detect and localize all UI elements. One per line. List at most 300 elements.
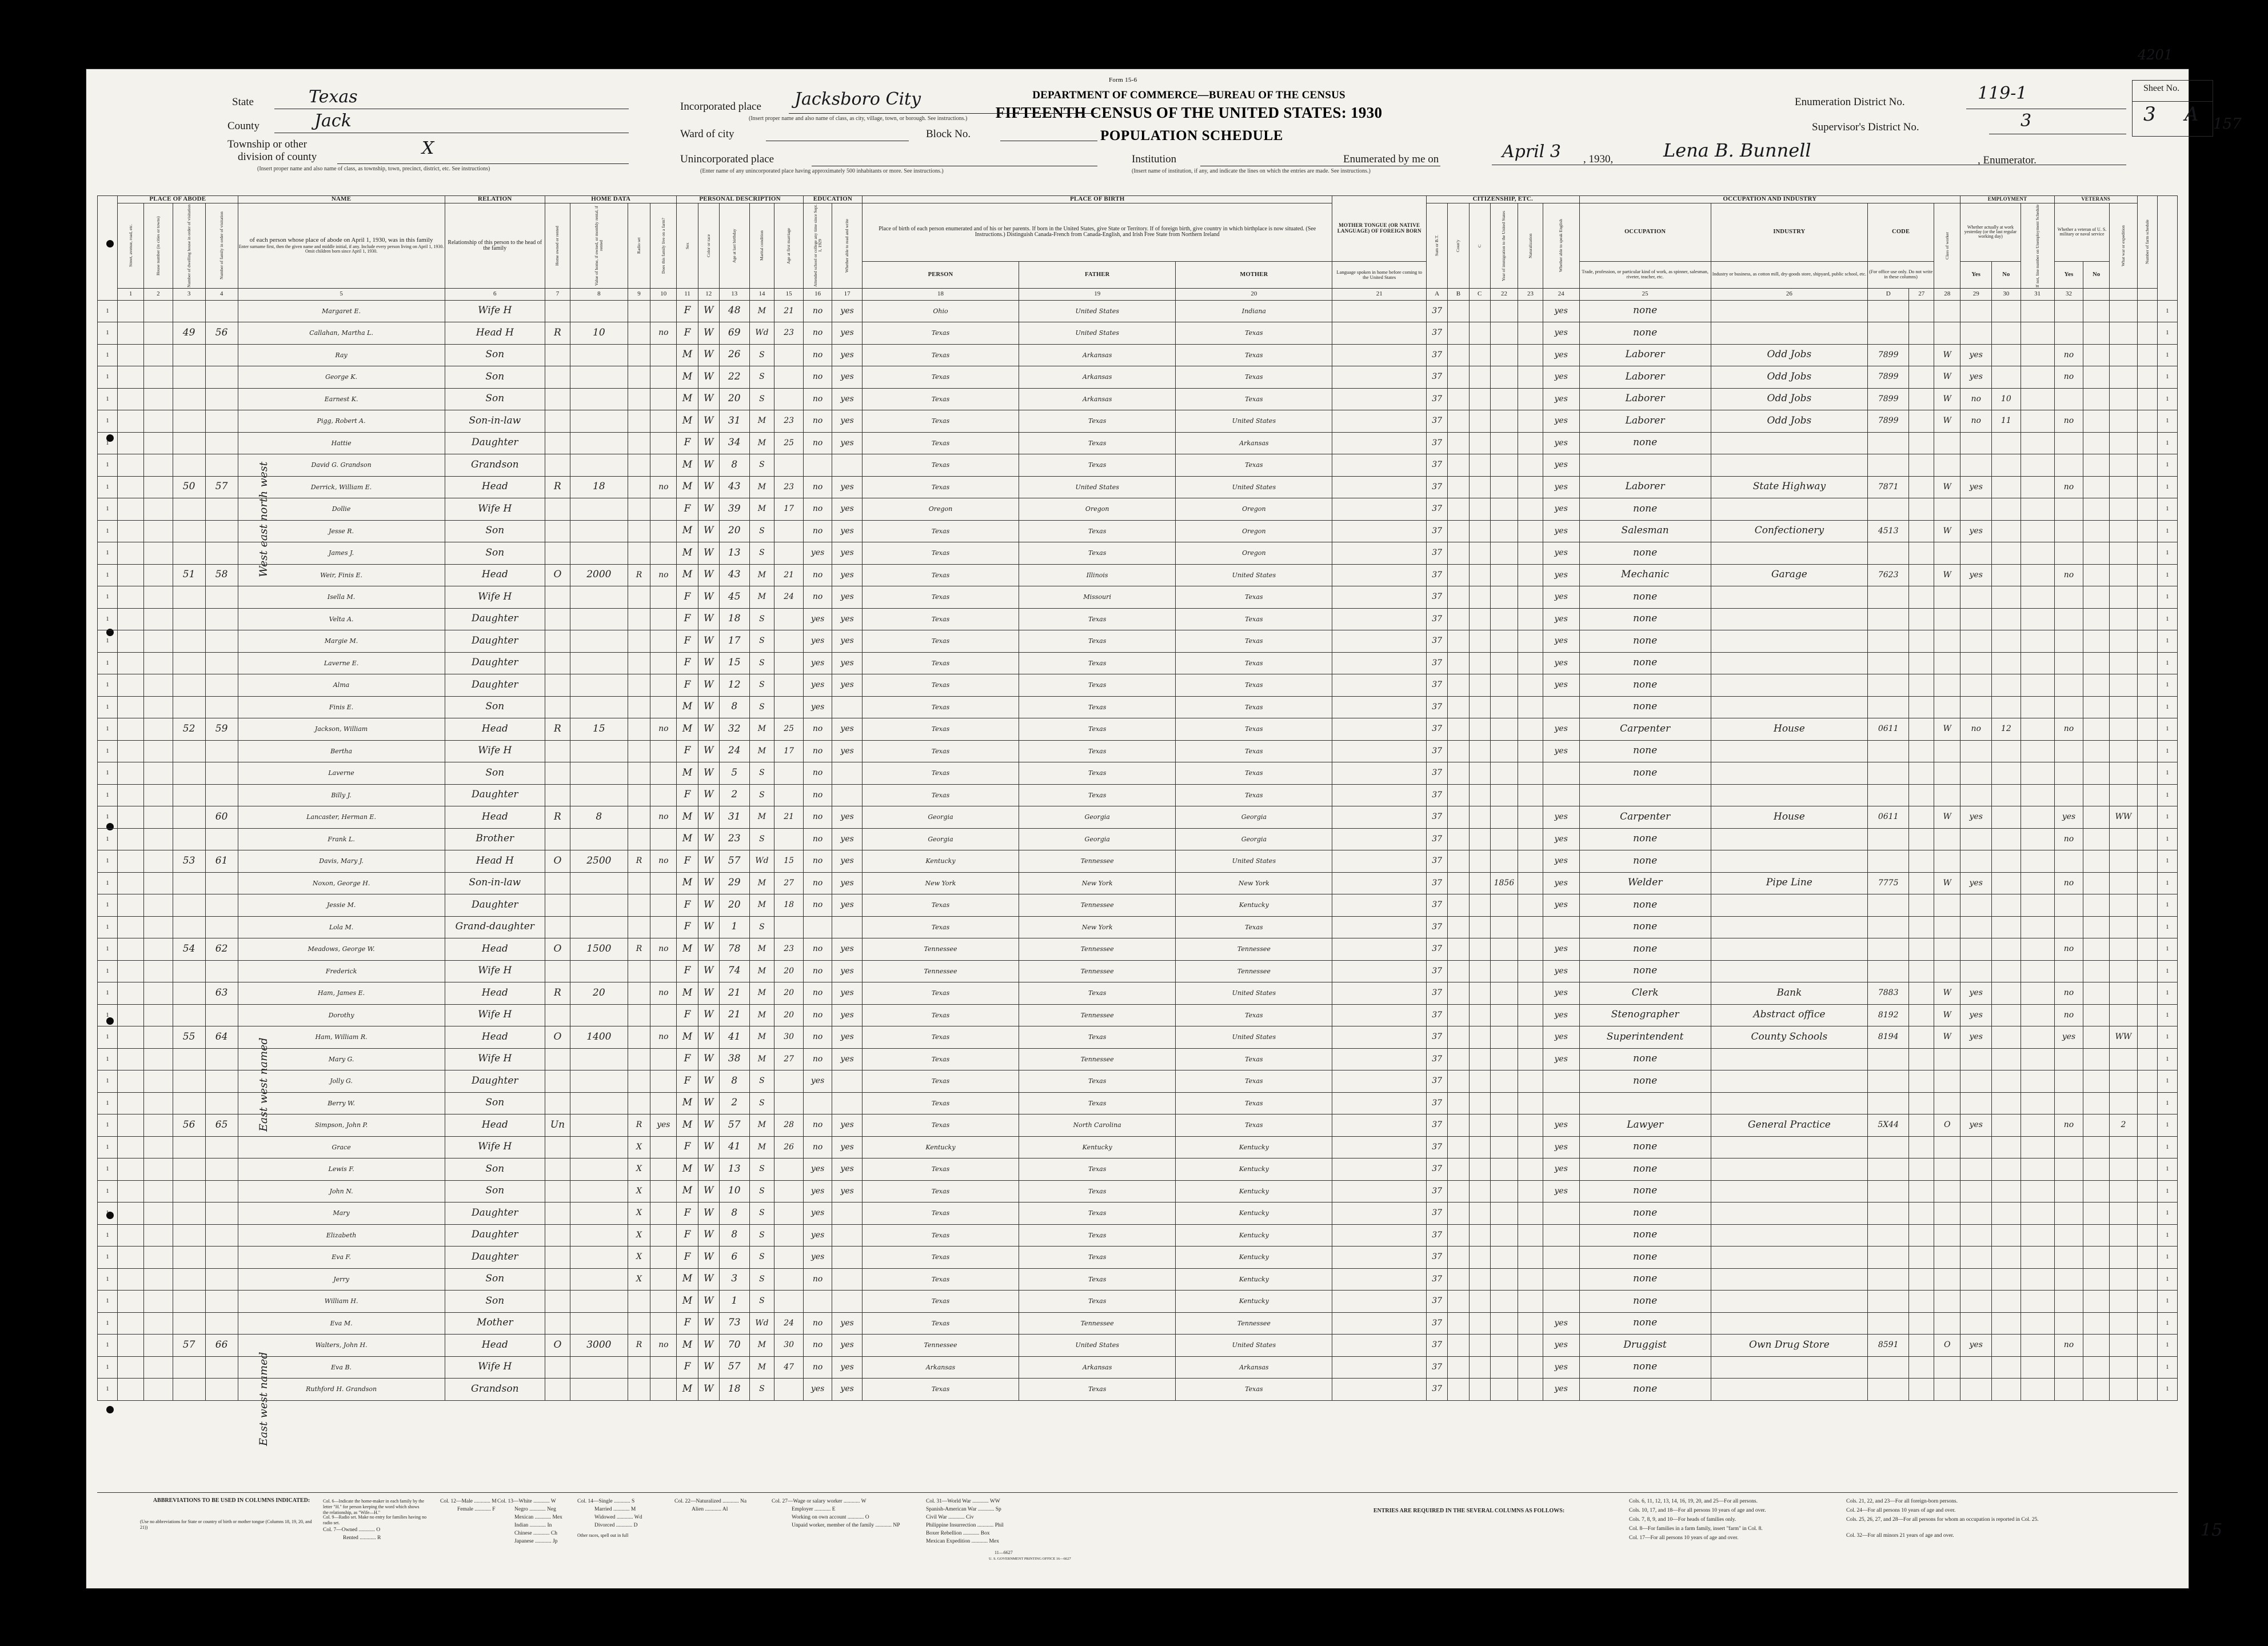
cell-race[interactable]: W: [698, 498, 719, 521]
cell-marital[interactable]: M: [749, 806, 774, 829]
cell-radio[interactable]: [628, 674, 650, 697]
cell-race[interactable]: W: [698, 850, 719, 873]
cell-class[interactable]: [1934, 1291, 1960, 1313]
cell-read-write[interactable]: yes: [832, 1114, 863, 1137]
cell-tongue[interactable]: [1332, 1158, 1427, 1181]
cell-code-a[interactable]: 37: [1426, 1070, 1447, 1093]
cell-code-c[interactable]: [1469, 1136, 1490, 1158]
cell-read-write[interactable]: yes: [832, 1356, 863, 1379]
cell-code-c[interactable]: [1469, 894, 1490, 917]
cell-code-ind[interactable]: [1909, 1312, 1934, 1335]
cell-marital[interactable]: S: [749, 1180, 774, 1202]
cell-naturalization[interactable]: [1518, 1026, 1543, 1049]
cell-radio[interactable]: [628, 960, 650, 982]
cell-age[interactable]: 2: [719, 784, 749, 806]
cell-vet-no[interactable]: [2083, 894, 2110, 917]
cell-read-write[interactable]: yes: [832, 300, 863, 322]
cell-class[interactable]: W: [1934, 476, 1960, 498]
cell-emp-no[interactable]: [1992, 542, 2021, 565]
cell-code-a[interactable]: 37: [1426, 542, 1447, 565]
cell-farm[interactable]: no: [650, 718, 677, 741]
cell-dwelling[interactable]: 55: [173, 1026, 205, 1049]
cell-emp-no[interactable]: [1992, 894, 2021, 917]
cell-occupation[interactable]: Laborer: [1579, 388, 1711, 410]
cell-code-occ[interactable]: [1867, 1180, 1908, 1202]
cell-dwelling[interactable]: 52: [173, 718, 205, 741]
cell-race[interactable]: W: [698, 476, 719, 498]
cell-class[interactable]: W: [1934, 344, 1960, 366]
cell-name[interactable]: Finis E.: [238, 696, 445, 718]
cell-house-no[interactable]: [144, 476, 173, 498]
cell-code-a[interactable]: 37: [1426, 828, 1447, 850]
cell-family[interactable]: [205, 960, 238, 982]
cell-bp-father[interactable]: Arkansas: [1019, 388, 1176, 410]
cell-code-a[interactable]: 37: [1426, 1136, 1447, 1158]
cell-naturalization[interactable]: [1518, 1291, 1543, 1313]
cell-occupation[interactable]: none: [1579, 1291, 1711, 1313]
cell-english[interactable]: [1543, 1247, 1579, 1269]
cell-farm[interactable]: [650, 1048, 677, 1070]
cell-farm-sched[interactable]: [2137, 740, 2157, 762]
cell-code-c[interactable]: [1469, 586, 1490, 609]
cell-street[interactable]: [118, 322, 144, 345]
cell-school[interactable]: yes: [803, 1224, 832, 1247]
cell-bp-person[interactable]: Texas: [862, 366, 1019, 389]
cell-read-write[interactable]: [832, 454, 863, 477]
cell-marital[interactable]: S: [749, 1092, 774, 1114]
cell-unemp-line[interactable]: [2021, 762, 2054, 785]
cell-occupation[interactable]: none: [1579, 894, 1711, 917]
cell-farm[interactable]: [650, 1004, 677, 1026]
cell-farm-sched[interactable]: [2137, 1114, 2157, 1137]
cell-code-b[interactable]: [1448, 1291, 1469, 1313]
cell-own-rent[interactable]: [545, 300, 570, 322]
cell-own-rent[interactable]: [545, 608, 570, 630]
cell-street[interactable]: [118, 938, 144, 961]
cell-farm[interactable]: no: [650, 564, 677, 586]
cell-dwelling[interactable]: [173, 410, 205, 433]
cell-bp-mother[interactable]: Texas: [1176, 674, 1332, 697]
cell-home-value[interactable]: [570, 674, 628, 697]
cell-own-rent[interactable]: [545, 784, 570, 806]
cell-immigration[interactable]: [1490, 806, 1518, 829]
cell-house-no[interactable]: [144, 1247, 173, 1269]
cell-farm[interactable]: [650, 586, 677, 609]
cell-war[interactable]: [2110, 784, 2137, 806]
cell-industry[interactable]: [1711, 586, 1867, 609]
cell-class[interactable]: [1934, 652, 1960, 674]
cell-bp-father[interactable]: Texas: [1019, 1268, 1176, 1291]
cell-code-b[interactable]: [1448, 498, 1469, 521]
table-row[interactable]: [98, 1048, 2178, 1070]
cell-farm-sched[interactable]: [2137, 322, 2157, 345]
cell-vet-no[interactable]: [2083, 1247, 2110, 1269]
cell-marital[interactable]: Wd: [749, 1312, 774, 1335]
cell-street[interactable]: [118, 828, 144, 850]
cell-occupation[interactable]: Welder: [1579, 872, 1711, 894]
cell-race[interactable]: W: [698, 1312, 719, 1335]
cell-sex[interactable]: F: [677, 850, 698, 873]
cell-vet-no[interactable]: [2083, 410, 2110, 433]
cell-name[interactable]: Jesse R.: [238, 520, 445, 542]
cell-read-write[interactable]: yes: [832, 1026, 863, 1049]
cell-house-no[interactable]: [144, 696, 173, 718]
cell-sex[interactable]: M: [677, 718, 698, 741]
cell-race[interactable]: W: [698, 894, 719, 917]
cell-home-value[interactable]: [570, 872, 628, 894]
cell-code-occ[interactable]: 4513: [1867, 520, 1908, 542]
cell-farm[interactable]: no: [650, 1335, 677, 1357]
cell-class[interactable]: W: [1934, 718, 1960, 741]
cell-english[interactable]: [1543, 1268, 1579, 1291]
cell-naturalization[interactable]: [1518, 1379, 1543, 1401]
cell-bp-father[interactable]: Texas: [1019, 718, 1176, 741]
cell-family[interactable]: [205, 608, 238, 630]
cell-sex[interactable]: M: [677, 476, 698, 498]
cell-radio[interactable]: [628, 476, 650, 498]
cell-bp-person[interactable]: Texas: [862, 454, 1019, 477]
cell-race[interactable]: W: [698, 1268, 719, 1291]
cell-own-rent[interactable]: R: [545, 806, 570, 829]
cell-immigration[interactable]: [1490, 608, 1518, 630]
cell-industry[interactable]: Abstract office: [1711, 1004, 1867, 1026]
cell-emp-no[interactable]: [1992, 564, 2021, 586]
cell-english[interactable]: yes: [1543, 498, 1579, 521]
cell-house-no[interactable]: [144, 1268, 173, 1291]
cell-bp-person[interactable]: Texas: [862, 1092, 1019, 1114]
cell-radio[interactable]: [628, 718, 650, 741]
cell-street[interactable]: [118, 300, 144, 322]
cell-name[interactable]: Bertha: [238, 740, 445, 762]
cell-immigration[interactable]: [1490, 344, 1518, 366]
cell-code-c[interactable]: [1469, 630, 1490, 653]
cell-code-occ[interactable]: 0611: [1867, 718, 1908, 741]
cell-bp-mother[interactable]: Kentucky: [1176, 1291, 1332, 1313]
cell-unemp-line[interactable]: [2021, 1379, 2054, 1401]
cell-marital[interactable]: S: [749, 1291, 774, 1313]
cell-home-value[interactable]: [570, 1136, 628, 1158]
cell-tongue[interactable]: [1332, 498, 1427, 521]
cell-code-occ[interactable]: 0611: [1867, 806, 1908, 829]
cell-bp-mother[interactable]: United States: [1176, 1335, 1332, 1357]
cell-class[interactable]: [1934, 608, 1960, 630]
cell-marital[interactable]: M: [749, 432, 774, 454]
cell-race[interactable]: W: [698, 916, 719, 938]
cell-industry[interactable]: Odd Jobs: [1711, 388, 1867, 410]
cell-emp-yes[interactable]: [1960, 894, 1992, 917]
cell-marital[interactable]: M: [749, 300, 774, 322]
cell-war[interactable]: [2110, 542, 2137, 565]
cell-farm[interactable]: [650, 1379, 677, 1401]
cell-age-marriage[interactable]: 47: [774, 1356, 803, 1379]
cell-bp-person[interactable]: Texas: [862, 718, 1019, 741]
cell-code-ind[interactable]: [1909, 1202, 1934, 1225]
cell-bp-mother[interactable]: Kentucky: [1176, 1180, 1332, 1202]
cell-immigration[interactable]: [1490, 564, 1518, 586]
cell-industry[interactable]: [1711, 1291, 1867, 1313]
cell-farm-sched[interactable]: [2137, 1004, 2157, 1026]
cell-marital[interactable]: S: [749, 454, 774, 477]
cell-age-marriage[interactable]: [774, 608, 803, 630]
cell-naturalization[interactable]: [1518, 388, 1543, 410]
cell-unemp-line[interactable]: [2021, 740, 2054, 762]
cell-vet-no[interactable]: [2083, 388, 2110, 410]
cell-vet-no[interactable]: [2083, 608, 2110, 630]
cell-emp-no[interactable]: [1992, 1136, 2021, 1158]
cell-vet-no[interactable]: [2083, 740, 2110, 762]
cell-sex[interactable]: F: [677, 652, 698, 674]
cell-class[interactable]: [1934, 1158, 1960, 1181]
cell-street[interactable]: [118, 586, 144, 609]
cell-age-marriage[interactable]: 20: [774, 982, 803, 1005]
cell-radio[interactable]: [628, 608, 650, 630]
cell-bp-person[interactable]: Texas: [862, 608, 1019, 630]
cell-english[interactable]: yes: [1543, 982, 1579, 1005]
cell-marital[interactable]: S: [749, 1268, 774, 1291]
cell-race[interactable]: W: [698, 1356, 719, 1379]
cell-tongue[interactable]: [1332, 542, 1427, 565]
cell-marital[interactable]: S: [749, 674, 774, 697]
cell-unemp-line[interactable]: [2021, 630, 2054, 653]
cell-family[interactable]: 59: [205, 718, 238, 741]
cell-code-b[interactable]: [1448, 1004, 1469, 1026]
cell-bp-mother[interactable]: Tennessee: [1176, 938, 1332, 961]
cell-english[interactable]: yes: [1543, 806, 1579, 829]
cell-home-value[interactable]: [570, 762, 628, 785]
cell-tongue[interactable]: [1332, 960, 1427, 982]
cell-relation[interactable]: Son-in-law: [445, 410, 545, 433]
cell-war[interactable]: [2110, 432, 2137, 454]
cell-emp-yes[interactable]: yes: [1960, 1004, 1992, 1026]
cell-code-c[interactable]: [1469, 498, 1490, 521]
cell-war[interactable]: [2110, 608, 2137, 630]
cell-sex[interactable]: F: [677, 586, 698, 609]
cell-read-write[interactable]: yes: [832, 1158, 863, 1181]
cell-code-b[interactable]: [1448, 1312, 1469, 1335]
cell-emp-no[interactable]: [1992, 1312, 2021, 1335]
cell-bp-person[interactable]: Texas: [862, 1202, 1019, 1225]
cell-vet-no[interactable]: [2083, 1335, 2110, 1357]
cell-emp-no[interactable]: 10: [1992, 388, 2021, 410]
cell-sex[interactable]: F: [677, 630, 698, 653]
cell-own-rent[interactable]: [545, 674, 570, 697]
cell-street[interactable]: [118, 1092, 144, 1114]
cell-age-marriage[interactable]: [774, 916, 803, 938]
cell-code-b[interactable]: [1448, 982, 1469, 1005]
cell-school[interactable]: no: [803, 498, 832, 521]
cell-relation[interactable]: Son: [445, 520, 545, 542]
cell-war[interactable]: [2110, 454, 2137, 477]
cell-english[interactable]: yes: [1543, 740, 1579, 762]
cell-vet-yes[interactable]: [2054, 1247, 2083, 1269]
cell-code-a[interactable]: 37: [1426, 432, 1447, 454]
cell-industry[interactable]: [1711, 916, 1867, 938]
cell-bp-father[interactable]: Georgia: [1019, 828, 1176, 850]
cell-house-no[interactable]: [144, 960, 173, 982]
cell-tongue[interactable]: [1332, 454, 1427, 477]
cell-race[interactable]: W: [698, 1180, 719, 1202]
cell-occupation[interactable]: none: [1579, 762, 1711, 785]
cell-war[interactable]: [2110, 960, 2137, 982]
cell-code-occ[interactable]: [1867, 630, 1908, 653]
cell-industry[interactable]: [1711, 1356, 1867, 1379]
cell-farm-sched[interactable]: [2137, 762, 2157, 785]
cell-bp-mother[interactable]: Kentucky: [1176, 1202, 1332, 1225]
cell-family[interactable]: [205, 1004, 238, 1026]
cell-school[interactable]: yes: [803, 1180, 832, 1202]
cell-immigration[interactable]: [1490, 1312, 1518, 1335]
cell-dwelling[interactable]: [173, 630, 205, 653]
cell-name[interactable]: Mary G.: [238, 1048, 445, 1070]
cell-farm[interactable]: no: [650, 476, 677, 498]
cell-house-no[interactable]: [144, 1070, 173, 1093]
cell-read-write[interactable]: yes: [832, 872, 863, 894]
cell-occupation[interactable]: Druggist: [1579, 1335, 1711, 1357]
cell-emp-no[interactable]: [1992, 916, 2021, 938]
cell-code-occ[interactable]: [1867, 784, 1908, 806]
cell-school[interactable]: no: [803, 784, 832, 806]
cell-code-b[interactable]: [1448, 960, 1469, 982]
cell-code-c[interactable]: [1469, 1224, 1490, 1247]
cell-race[interactable]: W: [698, 608, 719, 630]
cell-vet-yes[interactable]: [2054, 1356, 2083, 1379]
cell-occupation[interactable]: none: [1579, 432, 1711, 454]
cell-bp-person[interactable]: Texas: [862, 1114, 1019, 1137]
cell-house-no[interactable]: [144, 806, 173, 829]
cell-age[interactable]: 24: [719, 740, 749, 762]
cell-race[interactable]: W: [698, 322, 719, 345]
cell-name[interactable]: Jerry: [238, 1268, 445, 1291]
cell-farm-sched[interactable]: [2137, 828, 2157, 850]
cell-name[interactable]: James J.: [238, 542, 445, 565]
cell-code-c[interactable]: [1469, 806, 1490, 829]
cell-immigration[interactable]: [1490, 1092, 1518, 1114]
cell-emp-no[interactable]: [1992, 1026, 2021, 1049]
cell-vet-yes[interactable]: [2054, 1379, 2083, 1401]
cell-age-marriage[interactable]: 17: [774, 740, 803, 762]
cell-relation[interactable]: Daughter: [445, 784, 545, 806]
cell-code-c[interactable]: [1469, 916, 1490, 938]
cell-family[interactable]: [205, 1291, 238, 1313]
cell-radio[interactable]: R: [628, 850, 650, 873]
cell-sex[interactable]: M: [677, 366, 698, 389]
cell-vet-yes[interactable]: [2054, 586, 2083, 609]
cell-relation[interactable]: Wife H: [445, 1356, 545, 1379]
cell-code-b[interactable]: [1448, 1070, 1469, 1093]
cell-vet-no[interactable]: [2083, 476, 2110, 498]
cell-street[interactable]: [118, 520, 144, 542]
cell-war[interactable]: [2110, 894, 2137, 917]
cell-name[interactable]: Ray: [238, 344, 445, 366]
cell-age-marriage[interactable]: 23: [774, 938, 803, 961]
cell-code-ind[interactable]: [1909, 982, 1934, 1005]
cell-occupation[interactable]: none: [1579, 630, 1711, 653]
cell-vet-no[interactable]: [2083, 542, 2110, 565]
cell-age[interactable]: 41: [719, 1026, 749, 1049]
cell-house-no[interactable]: [144, 1048, 173, 1070]
cell-emp-no[interactable]: [1992, 872, 2021, 894]
cell-relation[interactable]: Son: [445, 366, 545, 389]
cell-naturalization[interactable]: [1518, 740, 1543, 762]
cell-emp-yes[interactable]: yes: [1960, 806, 1992, 829]
cell-age[interactable]: 57: [719, 1114, 749, 1137]
cell-industry[interactable]: [1711, 850, 1867, 873]
cell-code-a[interactable]: 37: [1426, 850, 1447, 873]
cell-naturalization[interactable]: [1518, 630, 1543, 653]
cell-bp-father[interactable]: Tennessee: [1019, 894, 1176, 917]
cell-naturalization[interactable]: [1518, 1136, 1543, 1158]
table-row[interactable]: [98, 718, 2178, 741]
cell-radio[interactable]: R: [628, 564, 650, 586]
cell-bp-mother[interactable]: Kentucky: [1176, 1247, 1332, 1269]
cell-code-c[interactable]: [1469, 1268, 1490, 1291]
cell-naturalization[interactable]: [1518, 1158, 1543, 1181]
cell-industry[interactable]: House: [1711, 806, 1867, 829]
cell-code-occ[interactable]: [1867, 1202, 1908, 1225]
cell-relation[interactable]: Head: [445, 806, 545, 829]
cell-vet-no[interactable]: [2083, 872, 2110, 894]
table-row[interactable]: [98, 1158, 2178, 1181]
cell-bp-mother[interactable]: United States: [1176, 1026, 1332, 1049]
cell-race[interactable]: W: [698, 1004, 719, 1026]
cell-farm[interactable]: [650, 1291, 677, 1313]
cell-home-value[interactable]: 20: [570, 982, 628, 1005]
cell-naturalization[interactable]: [1518, 432, 1543, 454]
cell-english[interactable]: yes: [1543, 938, 1579, 961]
cell-house-no[interactable]: [144, 1004, 173, 1026]
cell-own-rent[interactable]: [545, 432, 570, 454]
table-row[interactable]: [98, 1114, 2178, 1137]
cell-race[interactable]: W: [698, 828, 719, 850]
cell-naturalization[interactable]: [1518, 828, 1543, 850]
cell-relation[interactable]: Wife H: [445, 1048, 545, 1070]
cell-age-marriage[interactable]: [774, 344, 803, 366]
cell-dwelling[interactable]: [173, 1356, 205, 1379]
cell-dwelling[interactable]: [173, 982, 205, 1005]
cell-code-a[interactable]: 37: [1426, 1379, 1447, 1401]
cell-code-b[interactable]: [1448, 564, 1469, 586]
cell-read-write[interactable]: yes: [832, 982, 863, 1005]
cell-vet-no[interactable]: [2083, 1224, 2110, 1247]
cell-code-ind[interactable]: [1909, 1180, 1934, 1202]
cell-occupation[interactable]: Superintendent: [1579, 1026, 1711, 1049]
cell-race[interactable]: W: [698, 762, 719, 785]
cell-radio[interactable]: [628, 454, 650, 477]
cell-class[interactable]: [1934, 1202, 1960, 1225]
cell-family[interactable]: [205, 1202, 238, 1225]
cell-unemp-line[interactable]: [2021, 454, 2054, 477]
cell-sex[interactable]: F: [677, 784, 698, 806]
cell-farm-sched[interactable]: [2137, 300, 2157, 322]
cell-unemp-line[interactable]: [2021, 366, 2054, 389]
cell-vet-no[interactable]: [2083, 1004, 2110, 1026]
cell-code-a[interactable]: 37: [1426, 410, 1447, 433]
cell-code-a[interactable]: 37: [1426, 1247, 1447, 1269]
cell-race[interactable]: W: [698, 740, 719, 762]
cell-own-rent[interactable]: [545, 1048, 570, 1070]
cell-marital[interactable]: S: [749, 762, 774, 785]
cell-vet-yes[interactable]: no: [2054, 410, 2083, 433]
cell-tongue[interactable]: [1332, 1070, 1427, 1093]
cell-naturalization[interactable]: [1518, 1335, 1543, 1357]
table-row[interactable]: [98, 762, 2178, 785]
cell-radio[interactable]: [628, 1004, 650, 1026]
cell-code-b[interactable]: [1448, 388, 1469, 410]
cell-bp-mother[interactable]: Kentucky: [1176, 894, 1332, 917]
cell-bp-person[interactable]: Texas: [862, 388, 1019, 410]
cell-occupation[interactable]: none: [1579, 1356, 1711, 1379]
cell-naturalization[interactable]: [1518, 1004, 1543, 1026]
